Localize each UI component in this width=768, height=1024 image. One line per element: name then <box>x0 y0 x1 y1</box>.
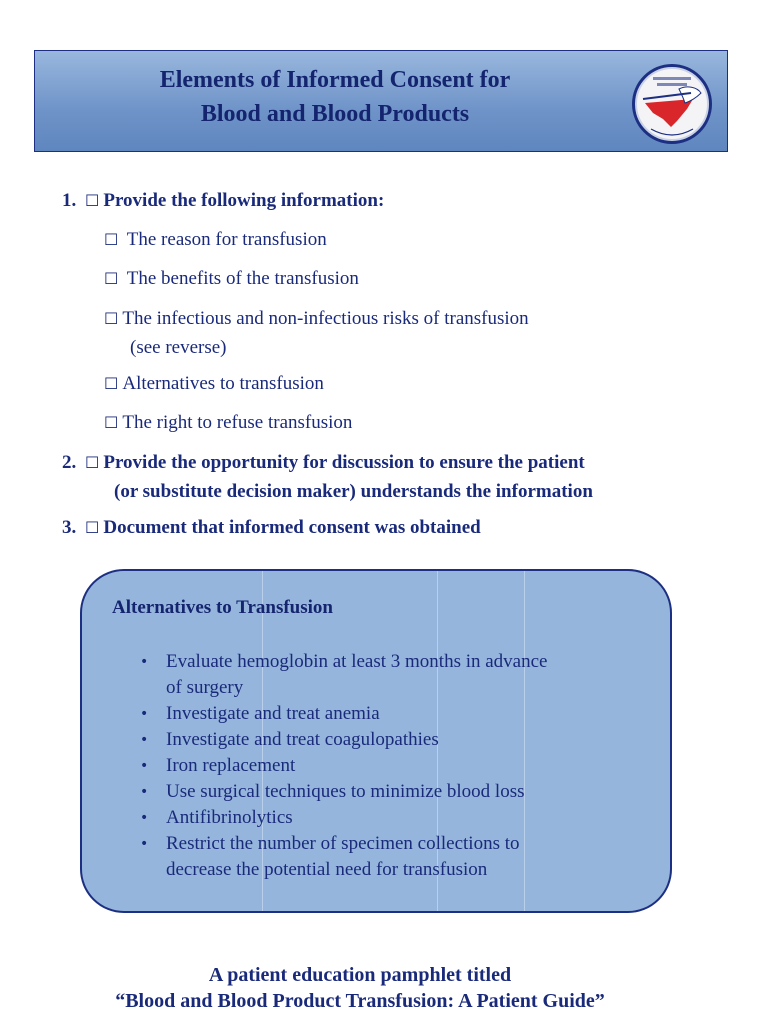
checkbox-icon[interactable]: ☐ <box>104 230 119 249</box>
subitem-refuse <box>104 412 352 434</box>
list-item-line: • Investigate and treat coagulopathies <box>166 729 439 750</box>
subitem-risks <box>104 308 529 330</box>
checkbox-icon[interactable]: ☐ <box>85 518 100 537</box>
checkbox-icon[interactable]: ☐ <box>85 191 100 210</box>
item-number: 2. <box>62 452 77 473</box>
list-item <box>136 701 547 727</box>
checklist-item-1 <box>62 190 384 212</box>
organization-logo-icon <box>631 63 713 145</box>
list-item <box>136 753 547 779</box>
item-number: 1. <box>62 190 77 211</box>
title-line-1: Elements of Informed Consent for <box>159 67 511 93</box>
item-number: 3. <box>62 517 77 538</box>
checklist-item-3 <box>62 517 481 539</box>
item-text: Provide the following information: <box>103 190 385 211</box>
checkbox-icon[interactable]: ☐ <box>104 413 119 432</box>
list-item <box>136 805 547 831</box>
list-item-line: • Antifibrinolytics <box>166 807 293 828</box>
subitem-risks-continued: (see reverse) <box>130 337 227 358</box>
alternatives-list <box>136 649 547 883</box>
list-item-line: • Iron replacement <box>166 755 296 776</box>
subitem-text: Alternatives to transfusion <box>122 373 324 394</box>
item-text: Provide the opportunity for discussion to ensure the patient <box>103 452 585 473</box>
checkbox-icon[interactable]: ☐ <box>104 269 119 288</box>
list-item <box>136 831 547 883</box>
subitem-text: The reason for transfusion <box>126 229 327 250</box>
alternatives-box <box>80 569 672 913</box>
title-line-2: Blood and Blood Products <box>200 101 470 127</box>
list-item <box>136 727 547 753</box>
list-item <box>136 779 547 805</box>
list-item-line: • Investigate and treat anemia <box>166 703 380 724</box>
subitem-text: The benefits of the transfusion <box>126 268 359 289</box>
list-item <box>136 649 547 701</box>
header-banner <box>34 50 728 152</box>
subitem-reason <box>104 229 327 251</box>
list-item-line: • Evaluate hemoglobin at least 3 months in advance <box>166 651 548 672</box>
checkbox-icon[interactable]: ☐ <box>104 309 119 328</box>
subitem-text: The infectious and non-infectious risks of transfusion <box>122 308 529 329</box>
checkbox-icon[interactable]: ☐ <box>85 453 100 472</box>
checklist-item-2 <box>62 452 585 474</box>
item-text: Document that informed consent was obtained <box>103 517 481 538</box>
subitem-benefits <box>104 268 359 290</box>
item-2-continued: (or substitute decision maker) understands the information <box>114 481 593 502</box>
list-item-line: of surgery <box>166 677 244 698</box>
checkbox-icon[interactable]: ☐ <box>104 374 119 393</box>
footer-line-2: “Blood and Blood Product Transfusion: A Patient Guide” <box>115 990 605 1012</box>
list-item-line: decrease the potential need for transfusion <box>166 859 488 880</box>
alternatives-title: Alternatives to Transfusion <box>112 597 333 618</box>
list-item-line: • Restrict the number of specimen collections to <box>166 833 520 854</box>
subitem-text: The right to refuse transfusion <box>122 412 353 433</box>
footer-line-1: A patient education pamphlet titled <box>208 964 512 986</box>
page-title <box>35 63 635 131</box>
list-item-line: • Use surgical techniques to minimize blood loss <box>166 781 525 802</box>
subitem-alternatives <box>104 373 324 395</box>
